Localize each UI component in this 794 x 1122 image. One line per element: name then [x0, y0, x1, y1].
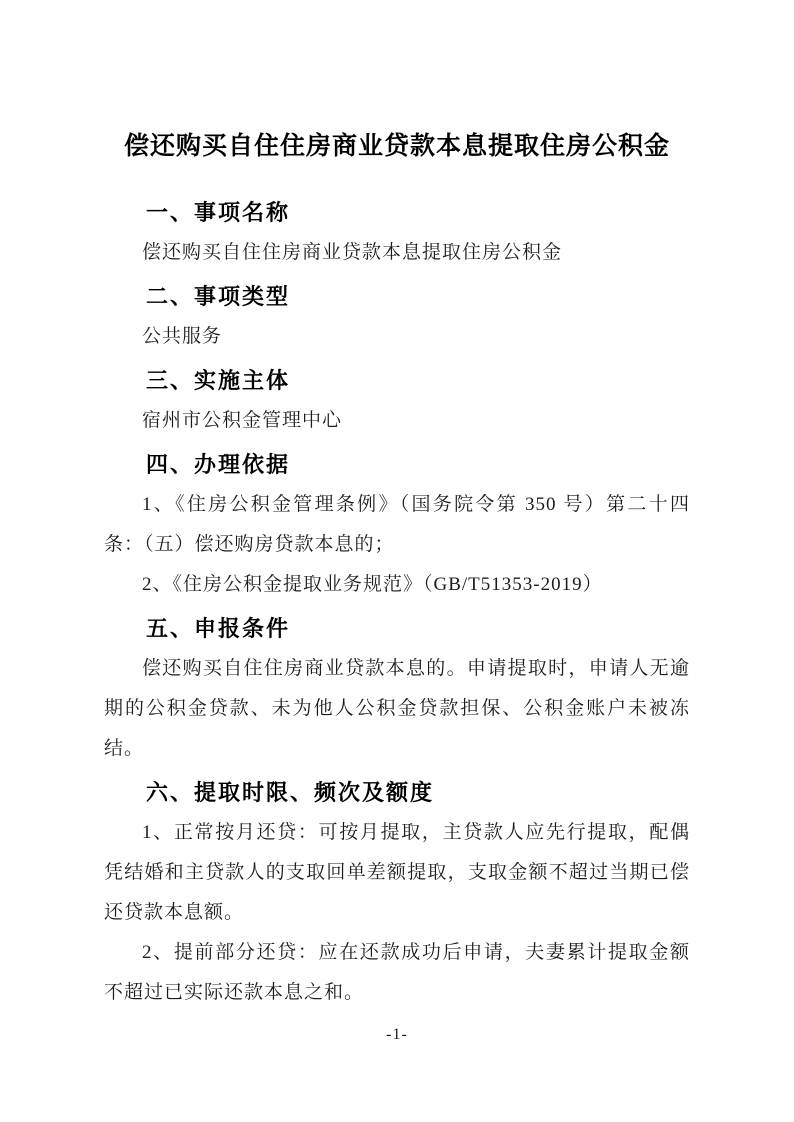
section-paragraph: 1、《住房公积金管理条例》（国务院令第 350 号）第二十四条：（五）偿还购房贷款本息的； [104, 494, 690, 555]
document-section [104, 609, 690, 769]
document-section [104, 445, 690, 605]
section-paragraph: 1、正常按月还贷：可按月提取，主贷款人应先行提取，配偶凭结婚和主贷款人的支取回单差额提取，支取金额不超过当期已偿还贷款本息额。 [104, 822, 690, 923]
section-heading: 二、事项类型 [146, 284, 291, 309]
document-title: 偿还购买自住住房商业贷款本息提取住房公积金 [123, 133, 670, 160]
section-heading: 一、事项名称 [146, 200, 291, 225]
section-paragraph: 2、提前部分还贷：应在还款成功后申请，夫妻累计提取金额不超过已实际还款本息之和。 [104, 942, 690, 1003]
document-section [104, 193, 690, 273]
document-body [104, 193, 690, 1013]
section-paragraph: 宿州市公积金管理中心 [142, 410, 343, 431]
section-paragraph: 2、《住房公积金提取业务规范》（GB/T51353-2019） [142, 574, 603, 595]
section-paragraph: 公共服务 [142, 326, 223, 347]
section-paragraph: 偿还购买自住住房商业贷款本息的。申请提取时，申请人无逾期的公积金贷款、未为他人公积金贷款担保、公积金账户未被冻结。 [104, 658, 690, 759]
section-paragraph: 偿还购买自住住房商业贷款本息提取住房公积金 [142, 242, 563, 263]
document-section [104, 277, 690, 357]
section-heading: 六、提取时限、频次及额度 [146, 780, 435, 805]
page-number: -1- [386, 1026, 408, 1043]
document-section [104, 361, 690, 441]
section-heading: 四、办理依据 [146, 452, 291, 477]
section-heading: 三、实施主体 [146, 368, 291, 393]
document-section [104, 773, 690, 1013]
section-heading: 五、申报条件 [146, 616, 291, 641]
